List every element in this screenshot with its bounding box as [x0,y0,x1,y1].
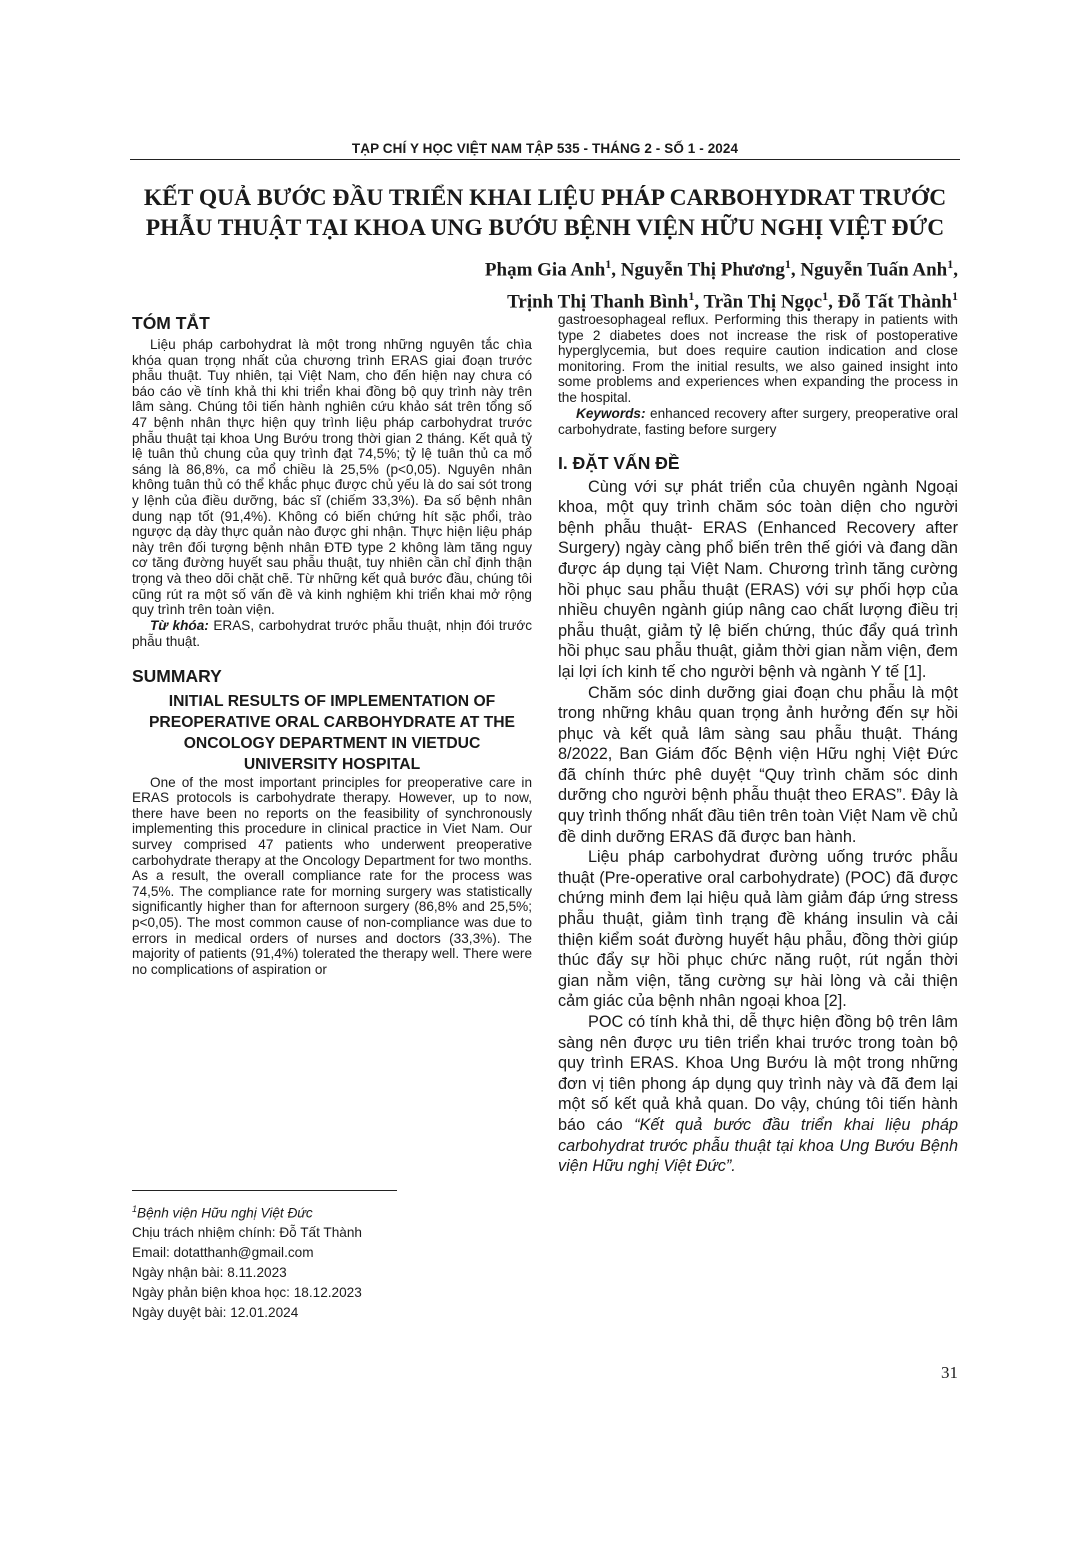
article-title [110,183,980,243]
affiliation-text: Bệnh viện Hữu nghị Việt Đức [137,1205,313,1221]
author-name: Trịnh Thị Thanh Bình [507,291,689,313]
author-name: Phạm Gia Anh [484,259,606,281]
left-column [132,312,532,977]
journal-header: TẠP CHÍ Y HỌC VIỆT NAM TẬP 535 - THÁNG 2 - SỐ 1 - 2024 [351,141,739,156]
report-title-quote: “Kết quả bước đầu triển khai liệu pháp carbohydrat trước phẫu thuật tại khoa Ung Bướu Bệnh viện Hữu nghị Việt Đức”. [558,1115,958,1176]
affiliation-mark: 1 [822,289,829,304]
received-date: Ngày nhận bài: 8.11.2023 [132,1264,287,1280]
reviewed-date: Ngày phản biện khoa học: 18.12.2023 [132,1284,362,1300]
affiliation-mark: 1 [952,289,958,304]
affiliation-mark: 1 [947,257,954,271]
keywords-text: enhanced recovery after surgery, preoperative oral carbohydrate, fasting before surgery [558,405,959,437]
footnotes [132,1200,532,1322]
author-line-1: Phạm Gia Anh$^1$, Nguyễn Thị Phương$^1$, Nguyễn Tuấn Anh$^1$, [484,257,958,281]
summary-text-continued: gastroesophageal reflux. Performing this therapy in patients with type 2 diabetes does not increase the risk of postoperative hyperglycemia, but does require caution indication and close monitoring. From the initial results, we also gained insight into some problems and experiences when expanding the process in the hospital. [558,312,958,405]
abstract-vi-text: Liệu pháp carbohydrat là một trong những nguyên tắc chìa khóa quan trọng nhất của chương trình ERAS giai đoạn trước phẫu thuật. Tuy nhiên, tại Việt Nam, cho đến hiện nay chưa có báo cáo về tính khả thi khi triển khai đồng bộ quy trình này trên lâm sàng. Chúng tôi tiến hành nghiên cứu khảo sát trên tổng số 47 bệnh nhân thực hiện quy trình liệu pháp carbohydrat trước phẫu thuật tại khoa Ung Bướu trong thời gian 2 tháng. Kết quả tỷ lệ tuân thủ chung của quy trình đạt 74,5%; tỷ lệ tuân thủ ca mổ sáng là 86,8%, ca mổ chiều là 25,5% (p<0,05). Nguyên nhân không tuân thủ có thể khắc phục được chủ yếu là do sai sót trong y lệnh của điều dưỡng, bác sĩ (chiếm 33,3%). Đa số bệnh nhân dung nạp tốt (91,4%). Không có biến chứng hít sặc phổi, trào ngược dạ dày thực quản nào được ghi nhận. Thực hiện liệu pháp này trên đối tượng bệnh nhân ĐTĐ type 2 không làm tăng nguy cơ tăng đường huyết sau phẫu thuật, tuy nhiên cần chỉ định thận trọng và theo dõi chặt chẽ. Từ những kết quả bước đầu, chúng tôi cũng rút ra một số vấn đề và kinh nghiệm khi triển khai mở rộng quy trình trên toàn viện. [132,337,532,618]
header-rule [130,159,960,160]
article-title-line-2: PHẪU THUẬT TẠI KHOA UNG BƯỚU BỆNH VIỆN HỮU NGHỊ VIỆT ĐỨC [145,215,945,241]
footnote-rule [132,1190,397,1191]
introduction-paragraph-4-text: POC có tính khả thi, dễ thực hiện đồng bộ trên lâm sàng nên được ưu tiên triển khai trước trong toàn bộ quy trình ERAS. Khoa Ung Bướu là một trong những đơn vị tiên phong áp dụng quy trình này và đã đem lại một số kết quả khả quan. Do vậy, chúng tôi tiến hành báo cáo [558,1013,958,1134]
email-footnote: Email: dotatthanh@gmail.com [132,1245,314,1261]
abstract-vi-keywords [132,618,532,650]
author-line-2: Trịnh Thị Thanh Bình$^1$, Trần Thị Ngọc$^1$, Đỗ Tất Thành$^1$ [507,289,958,313]
corresponding-author: Chịu trách nhiệm chính: Đỗ Tất Thành [132,1225,362,1241]
author-list [485,251,958,316]
keywords-label: Keywords: [576,405,646,421]
summary-heading: SUMMARY [132,665,222,686]
summary-text: One of the most important principles for preoperative care in ERAS protocols is carbohydrate therapy. However, up to now, there have been no reports on the feasibility of synchronously implementing this procedure in clinical practice in Viet Nam. Our survey comprised 47 patients who underwent preoperative carbohydrate therapy at the Oncology Department for two months. As a result, the overall compliance rate for the process was 74,5%. The compliance rate for morning surgery was statistically significantly higher than for afternoon surgery (86,8% and 25,5%; p<0,05). The most common cause of non-compliance was due to errors in medical orders of nurses and doctors (33,3%). The majority of patients (91,4%) tolerated the therapy well. There were no complications of aspiration or [132,774,532,977]
author-name: Trần Thị Ngọc [703,291,823,313]
introduction-paragraph-2: Chăm sóc dinh dưỡng giai đoạn chu phẫu là một trong những khâu quan trọng ảnh hưởng đến sự hồi phục và kết quả lâm sàng sau phẫu thuật. Tháng 8/2022, Ban Giám đốc Bệnh viện Hữu nghị Việt Đức đã chính thức phê duyệt “Quy trình chăm sóc dinh dưỡng cho người bệnh phẫu thuật theo ERAS”. Đây là quy trình thống nhất đầu tiên trên toàn Việt Nam về chủ đề dinh dưỡng ERAS đã được ban hành. [558,683,958,846]
keywords-label: Từ khóa: [150,617,209,633]
summary-title: INITIAL RESULTS OF IMPLEMENTATION OF PREOPERATIVE ORAL CARBOHYDRATE AT THE ONCOLOGY DEPARTMENT IN VIETDUC UNIVERSITY HOSPITAL [148,692,516,773]
keywords-text: ERAS, carbohydrat trước phẫu thuật, nhịn đói trước phẫu thuật. [132,617,533,649]
page-number: 31 [941,1363,958,1382]
abstract-vi-heading: TÓM TẮT [132,313,210,333]
affiliation-mark: 1 [688,289,695,304]
author-name: Nguyễn Thị Phương [620,259,785,281]
affiliation-mark: 1 [784,257,791,271]
introduction-paragraph-4 [558,1012,958,1177]
author-name: Đỗ Tất Thành [837,291,952,313]
introduction-paragraph-3: Liệu pháp carbohydrat đường uống trước phẫu thuật (Pre-operative oral carbohydrate) (POC) đã được chứng minh đem lại hiệu quả làm giảm đáp ứng stress phẫu thuật, giảm tình trạng đề kháng insulin và cải thiện kiểm soát đường huyết hậu phẫu, đồng thời giúp thúc đẩy sự hồi phục chức năng ruột, rút ngắn thời gian nằm viện, tăng cường sự hài lòng và cải thiện cảm giác của bệnh nhân ngoại khoa [2]. [558,848,958,1011]
affiliation-footnote [132,1200,532,1223]
affiliation-mark: 1 [132,1204,138,1214]
summary-keywords [558,406,958,438]
accepted-date: Ngày duyệt bài: 12.01.2024 [132,1304,299,1320]
introduction-paragraph-1: Cùng với sự phát triển của chuyên ngành Ngoại khoa, một quy trình chăm sóc toàn diện cho người bệnh phẫu thuật- ERAS (Enhanced Recovery after Surgery) ngày càng phổ biến trên thế giới và đang dần được áp dụng tại Việt Nam. Chương trình tăng cường hồi phục sau phẫu thuật (ERAS) với sự phối hợp của nhiều chuyên ngành giúp nâng cao chất lượng điều trị phẫu thuật, giảm tỷ lệ biến chứng, thúc đẩy quá trình hồi phục sau phẫu thuật, giảm thời gian nằm viện, đem lại lợi ích kinh tế cho người bệnh và ngành Y tế [1]. [558,477,958,681]
right-column [558,312,958,1177]
author-name: Nguyễn Tuấn Anh [800,259,948,281]
affiliation-mark: 1 [605,257,612,271]
introduction-heading: I. ĐẶT VẤN ĐỀ [558,452,680,473]
article-title-line-1: KẾT QUẢ BƯỚC ĐẦU TRIỂN KHAI LIỆU PHÁP CARBOHYDRAT TRƯỚC [143,185,947,211]
